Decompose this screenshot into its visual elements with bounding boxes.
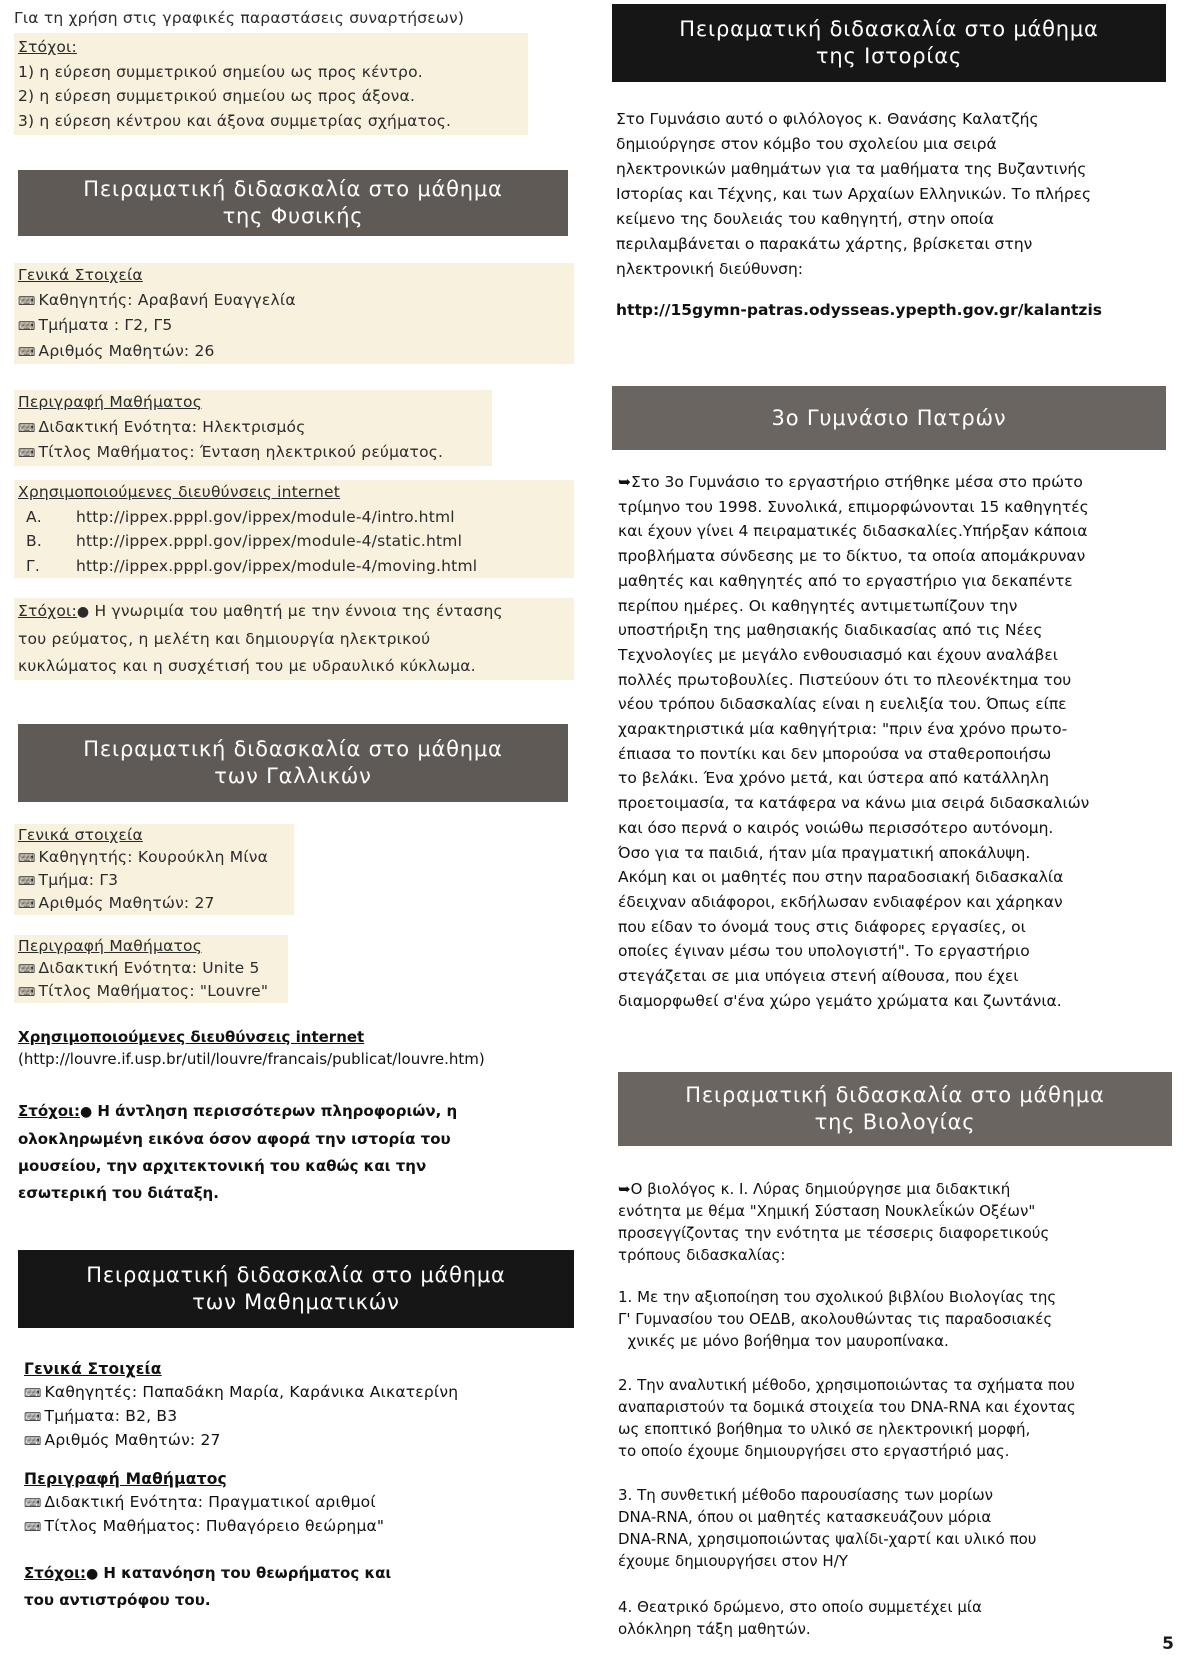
patras-text-line: Τεχνολογίες με μεγάλο ενθουσιασμό και έχουν αναλάβει	[618, 645, 1059, 664]
french-goal: ολοκληρωμένη εικόνα όσον αφορά την ιστορία του	[18, 1130, 451, 1148]
french-desc-box	[14, 935, 288, 1003]
history-body	[616, 107, 1091, 282]
patras-text-line: τρίμηνο του 1998. Συνολικά, επιμορφώνονται 15 καθηγητές	[618, 497, 1089, 516]
physics-urls-box	[14, 480, 574, 578]
info-item: ⌨ Διδακτική Ενότητα: Πραγματικοί αριθμοί	[24, 1493, 376, 1511]
physics-general-label: Γενικά Στοιχεία	[18, 266, 143, 284]
patras-text-line: οποίες έγιναν μέσω του υπολογιστή". Το εργαστήριο	[618, 942, 1030, 961]
history-url-link[interactable]: http://15gymn-patras.odysseas.ypepth.gov.gr/kalantzis	[616, 301, 1102, 319]
math-heading-line2: των Μαθηματικών	[192, 1290, 400, 1314]
biology-item-line: 2. Την αναλυτική μέθοδο, χρησιμοποιώντας τα σχήματα που	[618, 1376, 1075, 1394]
history-text-line: ηλεκτρονικών μαθημάτων για τα μαθήματα της Βυζαντινής	[616, 160, 1087, 178]
info-item: ⌨ Αριθμός Μαθητών: 26	[18, 341, 215, 360]
math-heading	[18, 1250, 574, 1328]
intro-goals-label: Στόχοι:	[18, 38, 77, 56]
french-desc-label: Περιγραφή Μαθήματος	[18, 937, 203, 955]
keyboard-icon: ⌨	[24, 1520, 42, 1534]
math-goals-block	[24, 1560, 391, 1613]
history-text-line: Στο Γυμνάσιο αυτό ο φιλόλογος κ. Θανάσης Καλατζής	[616, 110, 1039, 128]
french-goal: Η άντληση περισσότερων πληροφοριών, η	[92, 1102, 458, 1120]
history-text-line: δημιούργησε στον κόμβο του σχολείου μια σειρά	[616, 135, 997, 153]
info-item: ⌨ Καθηγητής: Αραβανή Ευαγγελία	[18, 290, 296, 309]
french-general-box	[14, 824, 294, 915]
physics-goal: του ρεύματος, η μελέτη και δημιουργία ηλεκτρικού	[18, 630, 431, 648]
french-goal: μουσείου, την αρχιτεκτονική του καθώς και την	[18, 1157, 427, 1175]
page-number: 5	[1162, 1634, 1174, 1654]
patras-text-line: έπιασα το ποντίκι και δεν μπορούσα να σταθεροποιήσω	[618, 744, 1052, 763]
arrow-icon: ➥	[618, 1180, 631, 1198]
intro-goal: 2) η εύρεση συμμετρικού σημείου ως προς άξονα.	[18, 87, 416, 105]
keyboard-icon: ⌨	[24, 1434, 42, 1448]
biology-intro	[618, 1178, 1049, 1266]
keyboard-icon: ⌨	[18, 319, 36, 333]
keyboard-icon: ⌨	[18, 420, 36, 435]
french-urls-block	[18, 1026, 485, 1070]
info-item: ⌨ Καθηγητές: Παπαδάκη Μαρία, Καράνικα Αικατερίνη	[24, 1383, 459, 1401]
intro-goal: 3) η εύρεση κέντρου και άξονα συμμετρίας σχήματος.	[18, 111, 452, 130]
biology-item-line: 3. Τη συνθετική μέθοδο παρουσίασης των μορίων	[618, 1486, 994, 1504]
math-heading-line1: Πειραματική διδασκαλία στο μάθημα	[86, 1263, 506, 1287]
intro-line: Για τη χρήση στις γραφικές παραστάσεις συναρτήσεων)	[14, 9, 465, 27]
biology-heading-line1: Πειραματική διδασκαλία στο μάθημα	[685, 1083, 1105, 1107]
info-item: ⌨ Τμήματα : Γ2, Γ5	[18, 316, 173, 334]
biology-item-2	[618, 1374, 1076, 1462]
keyboard-icon: ⌨	[18, 962, 36, 976]
biology-item-1	[618, 1286, 1056, 1352]
patras-heading-text: 3ο Γυμνάσιο Πατρών	[771, 405, 1007, 430]
history-heading	[612, 4, 1166, 82]
physics-goals-box	[14, 598, 574, 680]
biology-item-line: 1. Με την αξιοποίηση του σχολικού βιβλίου Βιολογίας της	[618, 1288, 1057, 1306]
history-text-line: ηλεκτρονική διεύθυνση:	[616, 260, 804, 278]
keyboard-icon: ⌨	[18, 985, 36, 999]
patras-text-line: προβλήματα σύνδεσης με το δίκτυο, τα οποία απομάκρυναν	[618, 547, 1086, 566]
patras-text-line: χαρακτηριστικά μία καθηγήτρια: "πριν ένα χρόνο πρωτο-	[618, 720, 1068, 739]
url-item: Γ. http://ippex.pppl.gov/ippex/module-4/moving.html	[26, 556, 478, 575]
keyboard-icon: ⌨	[18, 344, 36, 359]
bullet-dot-icon: ●	[76, 604, 90, 620]
info-item: ⌨ Τίτλος Μαθήματος: Ένταση ηλεκτρικού ρεύματος.	[18, 443, 444, 461]
biology-item-line: 4. Θεατρικό δρώμενο, στο οποίο συμμετέχει μία	[618, 1598, 982, 1616]
physics-desc-label: Περιγραφή Μαθήματος	[18, 393, 203, 411]
physics-urls-label: Χρησιμοποιούμενες διευθύνσεις internet	[18, 483, 341, 501]
patras-text-line: διαμορφωθεί σ'ένα χώρο γεμάτο χρώματα και ζωντάνια.	[618, 991, 1062, 1010]
patras-text-line: που είδαν το όνομά τους στις διάφορες εργασίες, οι	[618, 917, 1026, 936]
intro-goal: 1) η εύρεση συμμετρικού σημείου ως προς κέντρο.	[18, 62, 423, 81]
arrow-icon: ➥	[618, 473, 631, 491]
physics-general-box	[14, 263, 574, 364]
keyboard-icon: ⌨	[24, 1386, 42, 1400]
physics-desc-box	[14, 390, 492, 466]
keyboard-icon: ⌨	[24, 1496, 42, 1510]
history-text-line: Ιστορίας και Τέχνης, και των Αρχαίων Ελληνικών. Το πλήρες	[616, 185, 1092, 203]
info-item: ⌨ Τίτλος Μαθήματος: "Louvre"	[18, 982, 269, 1000]
patras-text-line: Ακόμη και οι μαθητές που στην παραδοσιακή διδασκαλία	[618, 868, 1064, 887]
math-desc-block	[24, 1468, 384, 1539]
biology-item-line: DNA-RNA, χρησιμοποιώντας ψαλίδι-χαρτί και υλικό που	[618, 1530, 1037, 1548]
info-item: ⌨ Τμήματα: Β2, Β3	[24, 1407, 178, 1425]
bullet-dot-icon: ●	[79, 1104, 93, 1120]
french-urls-label: Χρησιμοποιούμενες διευθύνσεις internet	[18, 1028, 365, 1046]
history-heading-line2: της Ιστορίας	[815, 44, 963, 68]
french-goal: εσωτερική του διάταξη.	[18, 1184, 219, 1202]
physics-heading-line2: της Φυσικής	[222, 204, 364, 228]
french-heading-line1: Πειραματική διδασκαλία στο μάθημα	[83, 737, 503, 761]
biology-item-line: αναπαριστούν τα δομικά στοιχεία του DNA-RNA και έχοντας	[618, 1398, 1076, 1416]
physics-goals-label: Στόχοι:	[18, 602, 77, 620]
french-goals-block	[18, 1098, 457, 1207]
math-goals-label: Στόχοι:	[24, 1564, 86, 1582]
math-goal: Η κατανόηση του θεωρήματος και	[98, 1564, 392, 1582]
biology-item-line: έχουμε δημιουργήσει στον Η/Υ	[618, 1552, 848, 1570]
keyboard-icon: ⌨	[18, 446, 36, 460]
french-heading-line2: των Γαλλικών	[214, 764, 372, 788]
biology-text-line: προσεγγίζοντας την ενότητα με τέσσερις διαφορετικούς	[618, 1224, 1050, 1242]
biology-item-line: Γ' Γυμνασίου του ΟΕΔΒ, ακολουθώντας τις παραδοσιακές	[618, 1310, 1053, 1328]
biology-item-line: ως εποπτικό βοήθημα το υλικό σε ηλεκτρονική μορφή,	[618, 1420, 1031, 1438]
patras-text-line: το βελάκι. Ένα χρόνο μετά, και ύστερα από κατάλληλη	[618, 769, 1050, 788]
biology-heading-line2: της Βιολογίας	[814, 1110, 976, 1134]
biology-item-line: χνικές με μόνο βοήθημα τον μαυροπίνακα.	[618, 1332, 949, 1350]
patras-text-line: πολλές πρωτοβουλίες. Πιστεύουν ότι το πλεονέκτημα του	[618, 670, 1072, 689]
physics-url-link[interactable]: http://ippex.pppl.gov/ippex/module-4/static.html	[76, 532, 463, 550]
info-item: ⌨ Διδακτική Ενότητα: Ηλεκτρισμός	[18, 417, 306, 436]
french-goals-label: Στόχοι:	[18, 1102, 80, 1120]
info-item: ⌨ Αριθμός Μαθητών: 27	[24, 1431, 221, 1449]
patras-text-line: και όσο περνά ο καιρός νοιώθω περισσότερο αυτόνομη.	[618, 818, 1054, 837]
physics-goal: κυκλώματος και η συσχέτισή του με υδραυλικό κύκλωμα.	[18, 657, 476, 675]
url-item: Α. http://ippex.pppl.gov/ippex/module-4/intro.html	[26, 507, 455, 526]
physics-heading	[18, 170, 568, 236]
biology-item-4	[618, 1596, 982, 1640]
patras-text-line: Όσο για τα παιδιά, ήταν μία πραγματική αποκάλυψη.	[618, 843, 1031, 862]
patras-text-line: και έχουν γίνει 4 πειραματικές διδασκαλίες.Υπήρξαν κάποια	[618, 522, 1088, 541]
physics-heading-line1: Πειραματική διδασκαλία στο μάθημα	[83, 177, 503, 201]
keyboard-icon: ⌨	[18, 874, 36, 888]
keyboard-icon: ⌨	[18, 897, 36, 911]
history-text-line: περιλαμβάνεται ο παρακάτω χάρτης, βρίσκεται στην	[616, 235, 1033, 253]
url-item: Β. http://ippex.pppl.gov/ippex/module-4/static.html	[26, 532, 463, 550]
physics-goal: Η γνωριμία του μαθητή με την έννοια της έντασης	[89, 602, 503, 620]
math-desc-label: Περιγραφή Μαθήματος	[24, 1470, 227, 1488]
biology-text-line: τρόπους διδασκαλίας:	[618, 1246, 786, 1264]
keyboard-icon: ⌨	[24, 1410, 42, 1424]
info-item: ⌨ Καθηγητής: Κουρούκλη Μίνα	[18, 848, 269, 866]
info-item: ⌨ Διδακτική Ενότητα: Unite 5	[18, 959, 260, 977]
patras-text-line: έδειχναν αδιάφοροι, εκδήλωσαν ενδιαφέρον και χάρηκαν	[618, 892, 1063, 911]
french-general-label: Γενικά στοιχεία	[18, 826, 143, 844]
biology-item-3	[618, 1484, 1037, 1572]
keyboard-icon: ⌨	[18, 851, 36, 865]
intro-top-line	[14, 6, 464, 31]
info-item: ⌨ Αριθμός Μαθητών: 27	[18, 894, 215, 912]
history-heading-line1: Πειραματική διδασκαλία στο μάθημα	[679, 17, 1099, 41]
patras-text-line: περίπου ημέρες. Οι καθηγητές αντιμετωπίζουν την	[618, 596, 1018, 615]
patras-heading	[612, 386, 1166, 450]
bullet-dot-icon: ●	[85, 1566, 99, 1582]
french-heading	[18, 724, 568, 802]
history-url[interactable]	[616, 298, 1102, 323]
biology-heading	[618, 1072, 1172, 1146]
biology-item-line: ολόκληρη τάξη μαθητών.	[618, 1620, 811, 1638]
biology-text-line: ενότητα με θέμα "Χημική Σύσταση Νουκλεΐκών Οξέων"	[618, 1202, 1036, 1220]
math-general-block	[24, 1358, 458, 1453]
physics-url-link[interactable]: http://ippex.pppl.gov/ippex/module-4/moving.html	[76, 556, 478, 575]
patras-body	[618, 470, 1089, 1013]
patras-text-line: υποστήριξη της μαθησιακής διαδικασίας από τις Νέες	[618, 621, 1043, 640]
keyboard-icon: ⌨	[18, 293, 36, 308]
patras-text-line: προετοιμασία, τα κατάφερα να κάνω μια σειρά διδασκαλιών	[618, 794, 1090, 813]
biology-text-line: Ο βιολόγος κ. Ι. Λύρας δημιούργησε μια διδακτική	[630, 1180, 1011, 1198]
info-item: ⌨ Τίτλος Μαθήματος: Πυθαγόρειο θεώρημα"	[24, 1517, 385, 1535]
patras-text-line: στεγάζεται σε μια υπόγεια στενή αίθουσα, που έχει	[618, 967, 1019, 986]
french-url-link[interactable]: (http://louvre.if.usp.br/util/louvre/francais/publicat/louvre.htm)	[18, 1050, 485, 1068]
math-goal: του αντιστρόφου του.	[24, 1591, 211, 1609]
info-item: ⌨ Τμήμα: Γ3	[18, 871, 119, 889]
patras-text-line: νέου τρόπου διδασκαλίας είναι η ευελιξία του. Όπως είπε	[618, 695, 1067, 714]
intro-goals-box	[14, 33, 528, 135]
math-general-label: Γενικά Στοιχεία	[24, 1360, 162, 1378]
patras-text-line: μαθητές και καθηγητές από το εργαστήριο για δεκαπέντε	[618, 571, 1073, 590]
physics-url-link[interactable]: http://ippex.pppl.gov/ippex/module-4/intro.html	[76, 507, 455, 526]
patras-text-line: Στο 3ο Γυμνάσιο το εργαστήριο στήθηκε μέσα στο πρώτο	[631, 473, 1083, 491]
biology-item-line: DNA-RNA, όπου οι μαθητές κατασκευάζουν μόρια	[618, 1508, 992, 1526]
history-text-line: κείμενο της δουλειάς του καθηγητή, στην οποία	[616, 210, 994, 228]
biology-item-line: το οποίο έχουμε δημιουργήσει στο εργαστήριό μας.	[618, 1442, 1010, 1460]
